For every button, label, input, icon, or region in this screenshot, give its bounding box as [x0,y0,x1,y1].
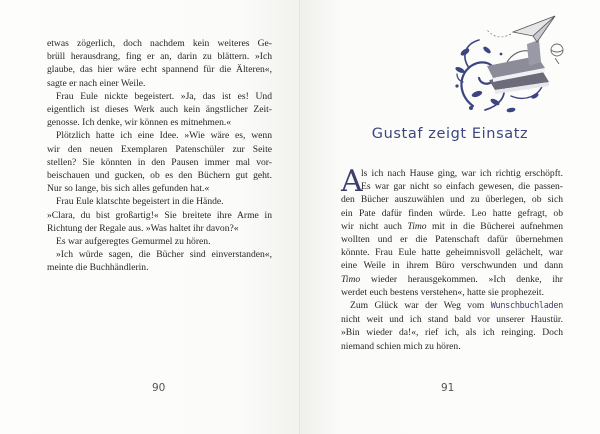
text-line: wir den neuen Exemplaren Patenschüler zur Seite [47,143,272,155]
text-line: Nur so lange, bis sich alles gefunden hat.« [47,183,210,195]
text-line: glaube, das hier wäre echt spannend für die Älteren«, [47,64,272,76]
text-line: nicht weit und ich stand bald vor unserer Haustür. [341,314,563,326]
text-line: »Ich würde sagen, die Bücher sind einverstanden«, [56,249,272,261]
text-line: wollten und er die Patenschaft dafür übernehmen [341,234,563,246]
right-page-text [341,164,563,353]
text-line: Plötzlich hatte ich eine Idee. »Wie wäre es, wenn [56,130,272,142]
text-line: könnte. Frau Eule hatte geheimnisvoll gelächelt, war [341,247,563,259]
books-paper-plane-flourish-icon [451,10,571,118]
drop-cap: A [341,164,363,199]
text-line: eine Weile in ihrem Büro verschwunden und dann [341,260,563,272]
text-segment: Zum Glück war der Weg vom [350,300,491,312]
right-page [300,0,600,434]
text-line: Frau Eule klatschte begeistert in die Hände. [56,196,224,208]
page-number-right: 91 [441,382,455,394]
text-line [341,220,563,233]
text-line: den Bücher auszuwählen und zu überlegen, ob sich [341,194,563,206]
text-line: werdet euch bestens verstehen«, hatte sie prophezeit. [341,286,544,298]
text-line: niemand schien mich zu hören. [341,340,461,352]
text-line: etwas zögerlich, doch nachdem kein weiteres Ge- [47,38,272,49]
italic-name: Timo [341,273,361,285]
italic-name: Timo [407,220,427,232]
text-line: Richtung der Regale aus. »Was haltet ihr davon?« [47,222,239,234]
text-line: genosse. Ich denke, wir können es mitnehmen.« [47,117,232,129]
text-segment: wieder herausgekommen. »Ich denke, ihr [360,273,563,285]
text-line: ein Pate dafür finden würde. Leo hatte gefragt, ob [341,207,563,219]
text-line: eigentlich ist dieses Werk auch kein ängstlicher Zeit- [47,104,272,116]
text-segment: mit in die Bücherei aufnehmen [426,220,563,232]
text-line: sagte er nach einer Weile. [47,77,146,89]
left-page-text [47,37,272,275]
text-line: stellen? Sie könnten in den Pausen immer mal vor- [47,156,272,168]
text-line: ls ich nach Hause ging, war ich richtig erschöpft. [361,168,563,179]
text-line: »Bin wieder da!«, rief ich, als ich reinging. Doch [341,327,563,339]
chapter-title: Gustaf zeigt Einsatz [371,126,529,142]
text-segment: wir nicht auch [341,220,408,232]
text-line: »Clara, du bist großartig!« Sie breitete ihre Arme in [47,209,272,221]
text-line [341,273,563,286]
handwritten-shop-name: Wunschbuchladen [490,301,563,312]
text-line: Frau Eule nickte begeistert. »Ja, das ist es! Und [56,90,272,102]
text-line [341,299,563,313]
page-number-left: 90 [152,382,166,394]
text-line: brüll herausdrang, fing er an, darin zu blättern. »Ich [47,51,272,63]
text-line: meinte die Buchhändlerin. [47,262,149,274]
text-line: beischauen und gucken, ob es den Büchern gut geht. [47,170,272,182]
text-line: Es war gar nicht so einfach gewesen, die passen- [361,181,563,193]
text-line: Es war aufgeregtes Gemurmel zu hören. [56,236,211,248]
